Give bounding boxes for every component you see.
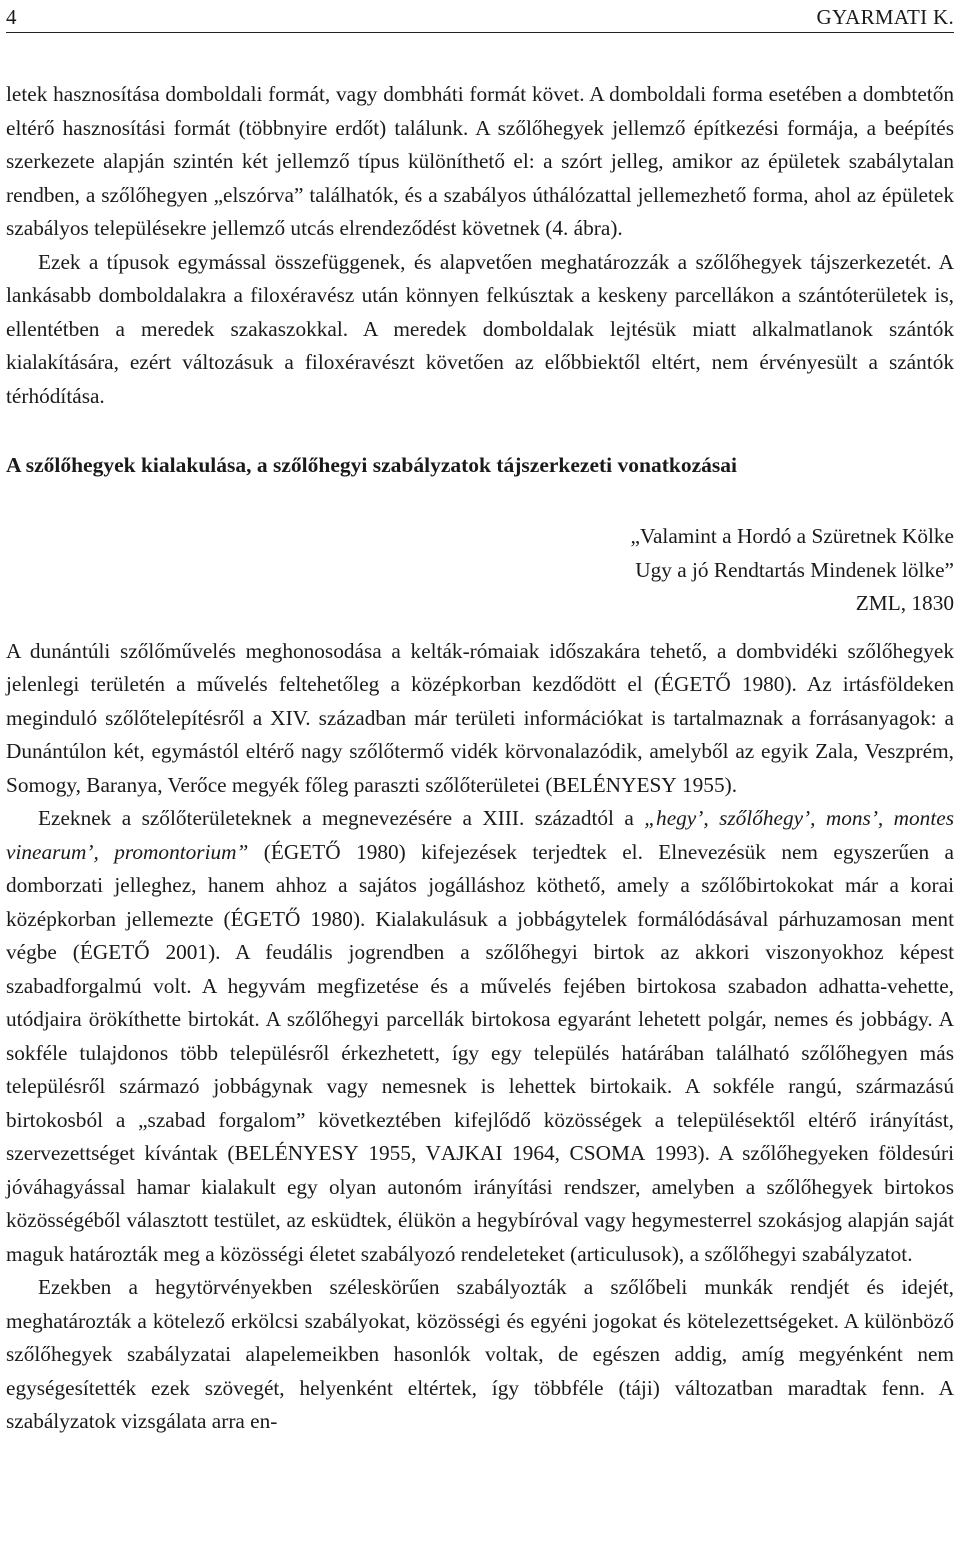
citation-author: ÉGETŐ — [270, 839, 341, 864]
citation-author: VAJKAI — [425, 1141, 503, 1165]
paragraph-3: A dunántúli szőlőművelés meghonosodása a kelták-rómaiak időszakára tehető, a dombvidéki szőlőhegyek jelenlegi területén a művelés feltehetőleg a középkorban kezdődött el (ÉGETŐ 1980). Az irtásföldeken meginduló szőlőtelepítésről a XIV. században már területi információkat is tartalmaznak a forrásanyagok: a Dunántúlon két, egymástól eltérő nagy szőlőtermő vidék körvonalazódik, amelyből az egyik Zala, Veszprém, Somogy, Baranya, Verőce megyék főleg paraszti szőlőterületei (BELÉNYESY 1955). — [6, 638, 954, 797]
running-head-author — [817, 5, 954, 30]
motto-quote — [6, 520, 954, 621]
citation-author: BELÉNYESY — [552, 772, 677, 797]
running-header — [6, 2, 954, 33]
motto-line-2: Ugy a jó Rendtartás Mindenek lölke” — [635, 557, 954, 582]
page-number: 4 — [6, 5, 17, 29]
motto-line-1: „Valamint a Hordó a Szüretnek Kölke — [630, 524, 954, 548]
section-heading: A szőlőhegyek kialakulása, a szőlőhegyi szabályzatok tájszerkezeti vonatkozásai — [6, 453, 737, 477]
citation-author: BELÉNYESY — [234, 1141, 359, 1165]
citation-author: CSOMA — [569, 1141, 646, 1165]
running-head-initial: G — [816, 5, 832, 29]
paragraph-1: letek hasznosítása domboldali formát, vagy dombháti formát követ. A domboldali forma esetében a dombtetőn eltérő hasznosítási formát (többnyire erdőt) találunk. A szőlőhegyek jellemző építkezési formája, a beépítés szerkezete alapján szintén két jellemző típus különíthető el: a szórt jelleg, amikor az épületek szabálytalan rendben, a szőlőhegyen „elszórva” találhatók, és a szabályos úthálózattal jellemezhető forma, ahol az épületek szabályos településekre jellemző utcás elrendeződést követnek (4. ábra). — [6, 82, 954, 240]
citation-author: ÉGETŐ — [79, 940, 150, 964]
paragraph-4: Ezeknek a szőlőterületeknek a megnevezésére a XIII. századtól a „hegy’, szőlőhegy’, mons’, montes vinearum’, promontorium” (ÉGETŐ 1980) kifejezések terjedtek el. Elnevezésük nem egyszerűen a domborzati jelleghez, hanem ahhoz a sajátos jogálláshoz köthető, amely a szőlőbirtokokat már a korai középkorban jellemezte (ÉGETŐ 1980). Kialakulásuk a jobbágytelek formálódásával párhuzamosan ment végbe (ÉGETŐ 2001). A feudális jogrendben a szőlőhegyi birtok az akkori viszonyokhoz képest szabadforgalmú volt. A hegyvám megfizetése és a művelés fejében birtokosa szabadon adhatta-vehette, utódjaira örökíthette birtokát. A szőlőhegyi parcellák birtokosa egyaránt lehetett polgár, nemes és jobbágy. A sokféle tulajdonos több településről érkezhetett, így egy település határában található szőlőhegyen más településről származó jobbágynak vagy nemesnek is lehettek birtokaik. A sokféle rangú, származású birtokosból a „szabad forgalom” következtében kifejlődő közösségek a településektől eltérő irányítást, szervezettséget kívántak (BELÉNYESY 1955, VAJKAI 1964, CSOMA 1993). A szőlőhegyeken földesúri jóváhagyással hamar kialakult egy olyan autonóm irányítási rendszer, amelyben a szőlőhegyek birtokos közösségéből választott testület, az esküdtek, élükön a hegybíróval vagy hegymesterrel szokásjog alapján saját maguk határozták meg a közösségi életet szabályozó rendeleteket (articulusok), a szőlőhegyi szabályzatot. — [6, 806, 955, 1266]
paragraph-5: Ezekben a hegytörvényekben széleskörűen szabályozták a szőlőbeli munkák rendjét és idejét, meghatározták a kötelező erkölcsi szabályokat, közösségi és egyéni jogokat és kötelezettségeket. A különböző szőlőhegyek szabályzatai alapelemeikben hasonlók voltak, de egészen addig, amíg megyénként nem egységesítették ezek szövegét, helyenként eltértek, így többféle (táji) változatban maradtak fenn. A szabályzatok vizsgálata arra en- — [6, 1275, 954, 1433]
citation-author: ÉGETŐ — [230, 906, 301, 931]
latin-terms: „hegy’, szőlőhegy’, mons’, montes vinearum’, promontorium” — [6, 806, 954, 864]
main-text — [6, 78, 954, 1439]
running-head-rest: YARMATI K. — [831, 5, 954, 29]
citation-author: ÉGETŐ — [660, 672, 731, 696]
motto-source: ZML, 1830 — [855, 591, 954, 615]
paragraph-2: Ezek a típusok egymással összefüggenek, és alapvetően meghatározzák a szőlőhegyek tájszerkezetét. A lankásabb domboldalakra a filoxéravész után könnyen felkúsztak a keskeny parcellákon a szántóterületek is, ellentétben a meredek szakaszokkal. A meredek domboldalak lejtésük miatt alkalmatlanok szántók kialakítására, ezért változásuk a filoxéravészt követően az előbbiektől eltért, nem érvényesült a szántók térhódítása. — [6, 249, 954, 408]
